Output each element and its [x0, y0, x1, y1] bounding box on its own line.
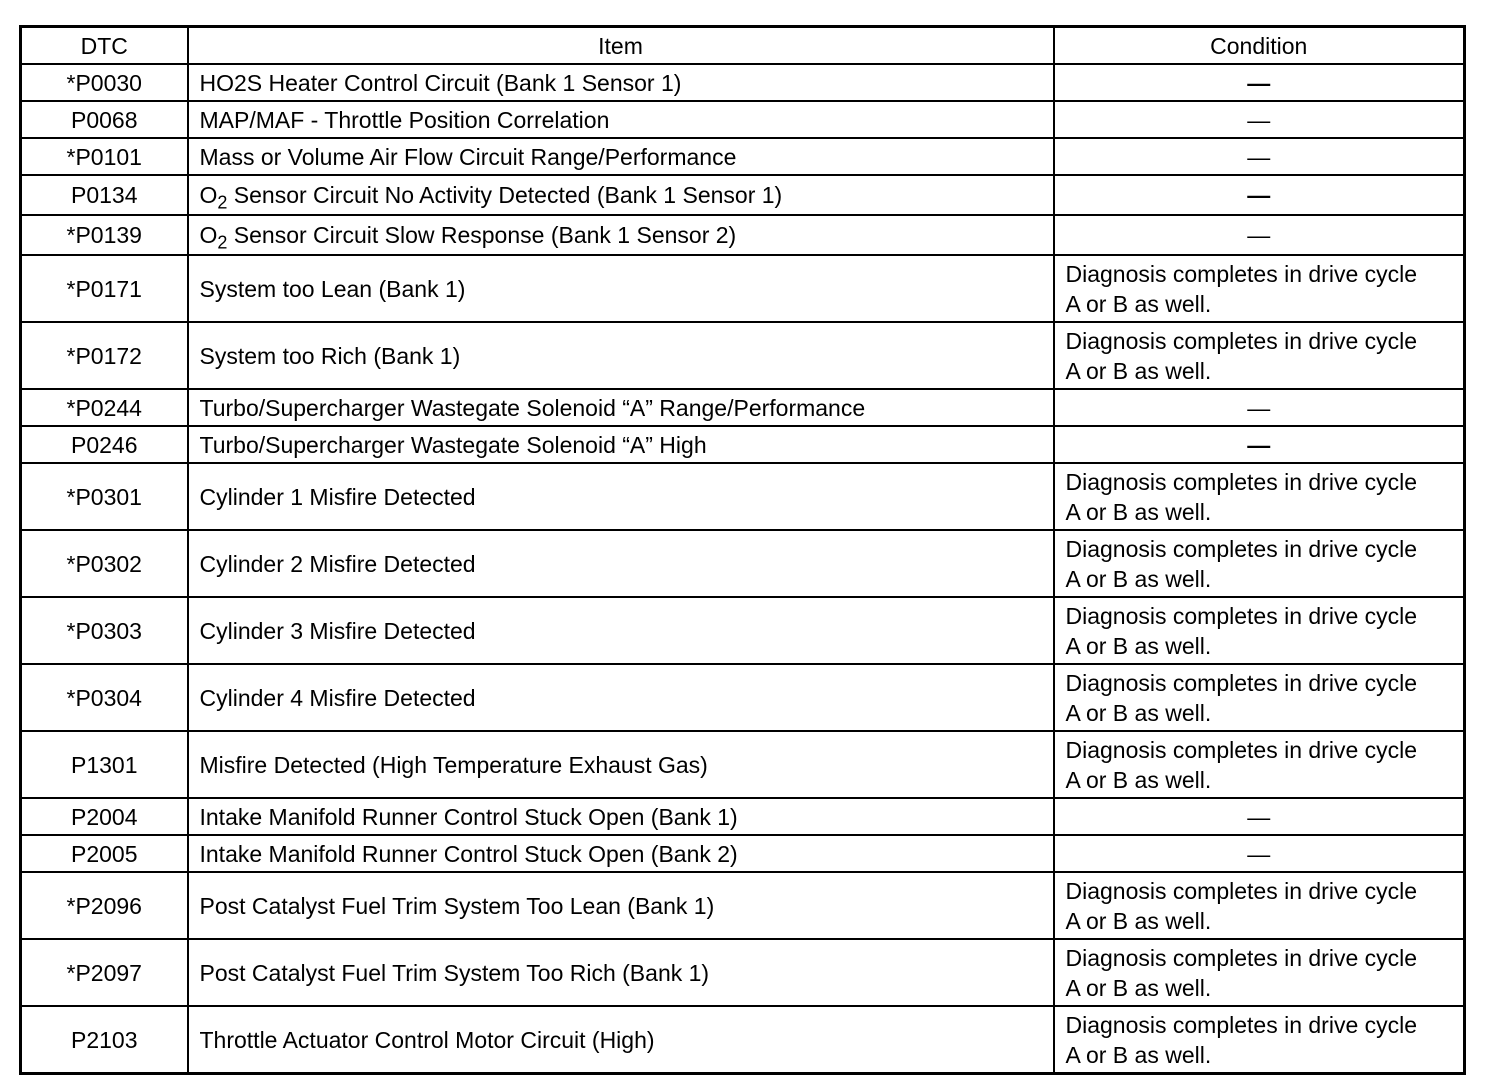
- condition-dash: —: [1054, 798, 1465, 835]
- item-text: Post Catalyst Fuel Trim System Too Rich (Bank 1): [199, 959, 710, 986]
- condition-dash: —: [1054, 138, 1465, 175]
- item-text: Cylinder 3 Misfire Detected: [199, 617, 476, 644]
- dtc-code: *P2097: [21, 939, 188, 1006]
- dtc-code: *P0302: [21, 530, 188, 597]
- condition-text: [1054, 322, 1465, 389]
- condition-text: [1054, 1006, 1465, 1074]
- table-row: [21, 530, 1465, 597]
- condition-text: [1054, 731, 1465, 798]
- header-dtc: DTC: [21, 27, 188, 65]
- item-description: [188, 1006, 1054, 1074]
- item-description: [188, 664, 1054, 731]
- item-description: [188, 255, 1054, 322]
- condition-line-1: Diagnosis completes in drive cycle: [1065, 669, 1418, 696]
- table-row: [21, 175, 1465, 215]
- item-text: Intake Manifold Runner Control Stuck Open (Bank 1): [199, 803, 738, 830]
- table-row: [21, 463, 1465, 530]
- table-row: [21, 872, 1465, 939]
- item-text: Cylinder 2 Misfire Detected: [199, 550, 476, 577]
- condition-line-2: A or B as well.: [1065, 1041, 1212, 1068]
- item-description: [188, 101, 1054, 138]
- item-text: Turbo/Supercharger Wastegate Solenoid “A” Range/Performance: [199, 394, 866, 421]
- condition-text: [1054, 255, 1465, 322]
- dtc-code: *P0101: [21, 138, 188, 175]
- item-text-rest: Sensor Circuit No Activity Detected (Bank 1 Sensor 1): [227, 182, 783, 208]
- dtc-code: P0068: [21, 101, 188, 138]
- condition-line-2: A or B as well.: [1065, 699, 1212, 726]
- table-row: [21, 798, 1465, 835]
- item-text: Mass or Volume Air Flow Circuit Range/Performance: [199, 143, 737, 170]
- item-description: [188, 731, 1054, 798]
- item-description: [188, 389, 1054, 426]
- dtc-table: [19, 25, 1466, 1075]
- header-item: Item: [188, 27, 1054, 65]
- item-text: O: [199, 182, 218, 208]
- condition-line-1: Diagnosis completes in drive cycle: [1065, 260, 1418, 287]
- item-subscript: 2: [217, 192, 228, 213]
- condition-line-1: Diagnosis completes in drive cycle: [1065, 468, 1418, 495]
- item-description: [188, 175, 1054, 215]
- item-description: [188, 530, 1054, 597]
- dtc-code: *P0303: [21, 597, 188, 664]
- table-row: [21, 138, 1465, 175]
- condition-line-2: A or B as well.: [1065, 766, 1212, 793]
- item-description: [188, 138, 1054, 175]
- item-text: Post Catalyst Fuel Trim System Too Lean (Bank 1): [199, 892, 715, 919]
- condition-dash: —: [1054, 426, 1465, 463]
- condition-line-1: Diagnosis completes in drive cycle: [1065, 944, 1418, 971]
- dtc-code: *P2096: [21, 872, 188, 939]
- table-row: [21, 597, 1465, 664]
- item-description: [188, 463, 1054, 530]
- condition-text: [1054, 597, 1465, 664]
- condition-dash: —: [1054, 175, 1465, 215]
- item-description: [188, 597, 1054, 664]
- condition-line-1: Diagnosis completes in drive cycle: [1065, 736, 1418, 763]
- condition-line-2: A or B as well.: [1065, 357, 1212, 384]
- dtc-code: P2103: [21, 1006, 188, 1074]
- dtc-code: *P0030: [21, 64, 188, 101]
- table-row: [21, 1006, 1465, 1074]
- item-subscript: 2: [217, 232, 228, 253]
- item-description: [188, 215, 1054, 255]
- dtc-code: P2004: [21, 798, 188, 835]
- item-text: O: [199, 222, 218, 248]
- item-text-rest: Sensor Circuit Slow Response (Bank 1 Sensor 2): [227, 222, 737, 248]
- dtc-code: *P0171: [21, 255, 188, 322]
- condition-dash: —: [1054, 215, 1465, 255]
- dtc-code: P0246: [21, 426, 188, 463]
- table-row: [21, 215, 1465, 255]
- item-text: Misfire Detected (High Temperature Exhaust Gas): [199, 751, 708, 778]
- condition-dash: —: [1054, 389, 1465, 426]
- table-row: [21, 835, 1465, 872]
- table-row: [21, 939, 1465, 1006]
- dtc-code: P0134: [21, 175, 188, 215]
- dtc-code: *P0172: [21, 322, 188, 389]
- table-row: [21, 255, 1465, 322]
- dtc-code: *P0244: [21, 389, 188, 426]
- condition-dash: —: [1054, 835, 1465, 872]
- condition-line-2: A or B as well.: [1065, 498, 1212, 525]
- item-description: [188, 939, 1054, 1006]
- item-description: [188, 835, 1054, 872]
- condition-text: [1054, 463, 1465, 530]
- item-text: HO2S Heater Control Circuit (Bank 1 Sensor 1): [199, 69, 682, 96]
- table-row: [21, 389, 1465, 426]
- item-text: System too Lean (Bank 1): [199, 275, 466, 302]
- condition-line-1: Diagnosis completes in drive cycle: [1065, 1011, 1418, 1038]
- condition-text: [1054, 530, 1465, 597]
- dtc-code: *P0139: [21, 215, 188, 255]
- condition-dash: —: [1054, 101, 1465, 138]
- condition-line-2: A or B as well.: [1065, 907, 1212, 934]
- item-description: [188, 798, 1054, 835]
- condition-line-2: A or B as well.: [1065, 974, 1212, 1001]
- item-text: MAP/MAF - Throttle Position Correlation: [199, 106, 610, 133]
- table-row: [21, 322, 1465, 389]
- item-description: [188, 872, 1054, 939]
- condition-line-2: A or B as well.: [1065, 632, 1212, 659]
- condition-line-2: A or B as well.: [1065, 290, 1212, 317]
- condition-text: [1054, 872, 1465, 939]
- condition-line-1: Diagnosis completes in drive cycle: [1065, 877, 1418, 904]
- table-row: [21, 664, 1465, 731]
- item-text: Cylinder 4 Misfire Detected: [199, 684, 476, 711]
- condition-line-2: A or B as well.: [1065, 565, 1212, 592]
- condition-text: [1054, 664, 1465, 731]
- item-text: Intake Manifold Runner Control Stuck Open (Bank 2): [199, 840, 738, 867]
- item-description: [188, 64, 1054, 101]
- header-condition: Condition: [1054, 27, 1465, 65]
- table-row: [21, 101, 1465, 138]
- condition-line-1: Diagnosis completes in drive cycle: [1065, 327, 1418, 354]
- item-text: Throttle Actuator Control Motor Circuit (High): [199, 1026, 655, 1053]
- table-row: [21, 64, 1465, 101]
- item-description: [188, 322, 1054, 389]
- item-text: System too Rich (Bank 1): [199, 342, 461, 369]
- condition-line-1: Diagnosis completes in drive cycle: [1065, 535, 1418, 562]
- condition-dash: —: [1054, 64, 1465, 101]
- item-text: Turbo/Supercharger Wastegate Solenoid “A” High: [199, 431, 707, 458]
- item-description: [188, 426, 1054, 463]
- condition-text: [1054, 939, 1465, 1006]
- dtc-code: *P0304: [21, 664, 188, 731]
- condition-line-1: Diagnosis completes in drive cycle: [1065, 602, 1418, 629]
- table-row: [21, 426, 1465, 463]
- item-text: Cylinder 1 Misfire Detected: [199, 483, 476, 510]
- dtc-code: P2005: [21, 835, 188, 872]
- dtc-code: *P0301: [21, 463, 188, 530]
- table-row: [21, 731, 1465, 798]
- table-header-row: [21, 27, 1465, 65]
- dtc-code: P1301: [21, 731, 188, 798]
